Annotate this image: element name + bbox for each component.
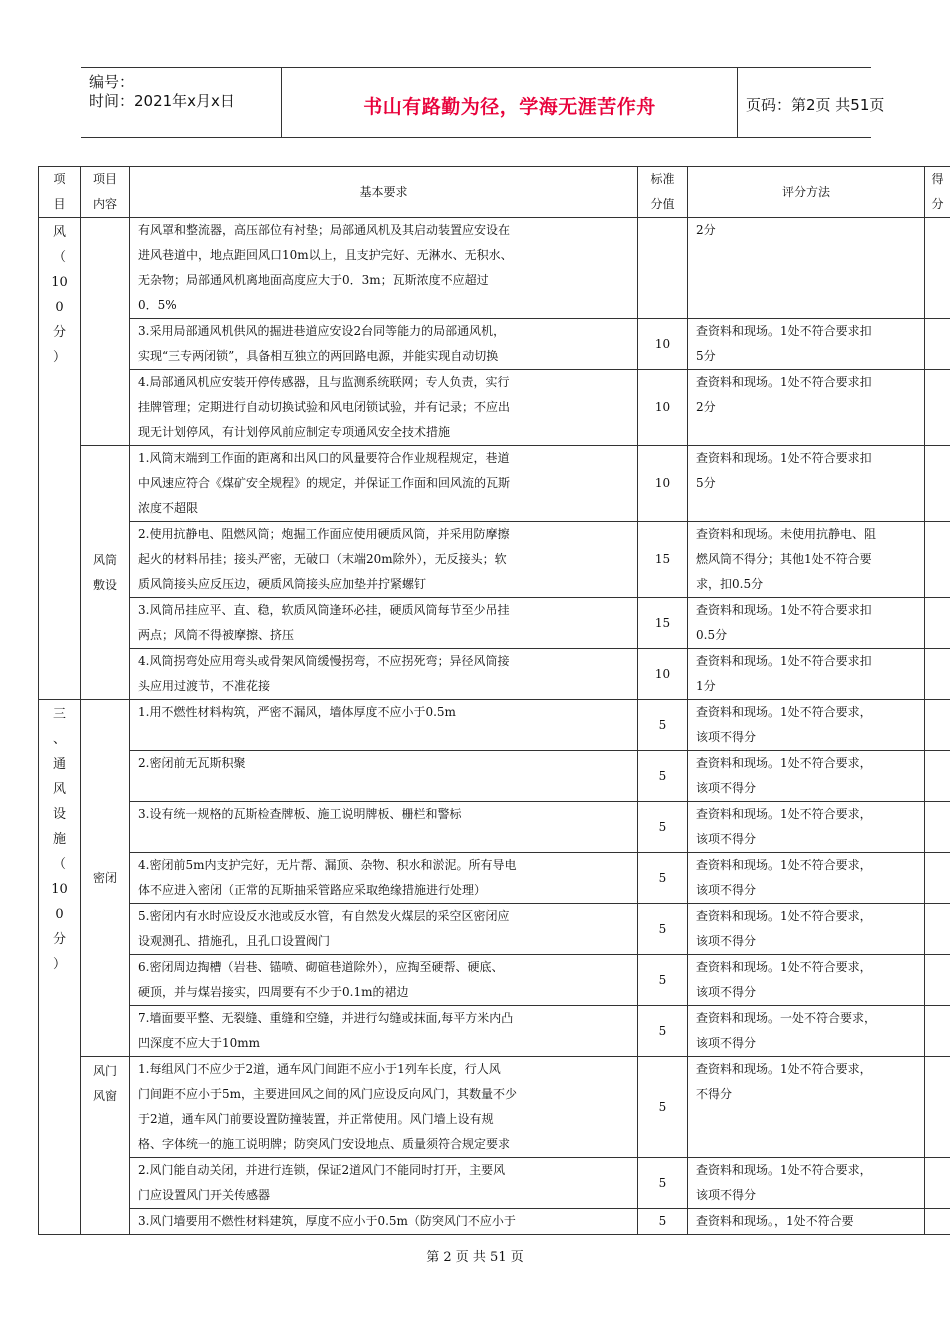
method-cell: 查资料和现场。1处不符合要求扣 5分 <box>688 319 925 370</box>
group-door-cell: 风门 风窗 <box>81 1057 130 1235</box>
score-cell: 5 <box>638 1158 688 1209</box>
requirement-cell: 4.风筒拐弯处应用弯头或骨架风筒缓慢拐弯，不应拐死弯；异径风筒接 头应用过渡节，不准花接 <box>130 649 638 700</box>
requirement-cell: 5.密闭内有水时应设反水池或反水管，有自然发火煤层的采空区密闭应 设观测孔、措施孔，且孔口设置阀门 <box>130 904 638 955</box>
got-cell <box>925 802 950 853</box>
method-cell: 查资料和现场。1处不符合要求扣 1分 <box>688 649 925 700</box>
page-footer: 第 2 页 共 51 页 <box>426 1250 524 1265</box>
col-got-header: 得 分 <box>925 167 950 218</box>
got-cell <box>925 218 950 319</box>
table-header-row <box>39 167 950 218</box>
requirement-cell: 1.用不燃性材料构筑，严密不漏风，墙体厚度不应小于0.5m <box>130 700 638 751</box>
score-cell: 5 <box>638 904 688 955</box>
table-row <box>39 649 950 700</box>
number-label: 编号： <box>89 73 135 91</box>
score-cell: 5 <box>638 1006 688 1057</box>
group-fan-cell <box>81 218 130 446</box>
got-cell <box>925 649 950 700</box>
got-cell <box>925 700 950 751</box>
requirement-cell: 4.密闭前5m内支护完好，无片帮、漏顶、杂物、积水和淤泥。所有导电 体不应进入密闭（正常的瓦斯抽采管路应采取绝缘措施进行处理） <box>130 853 638 904</box>
col-item-header: 项 目 <box>39 167 81 218</box>
got-cell <box>925 1057 950 1158</box>
table-row <box>39 522 950 598</box>
got-cell <box>925 955 950 1006</box>
score-cell <box>638 218 688 319</box>
score-cell: 10 <box>638 649 688 700</box>
got-cell <box>925 904 950 955</box>
header-right-cell <box>736 68 885 137</box>
score-cell: 10 <box>638 319 688 370</box>
requirement-cell: 2.密闭前无瓦斯积聚 <box>130 751 638 802</box>
page-label: 页码：第2页 共51页 <box>746 96 885 114</box>
method-cell: 查资料和现场。1处不符合要求， 该项不得分 <box>688 955 925 1006</box>
score-cell: 5 <box>638 955 688 1006</box>
method-cell: 查资料和现场。1处不符合要求， 该项不得分 <box>688 904 925 955</box>
method-cell: 查资料和现场。1处不符合要求， 该项不得分 <box>688 1158 925 1209</box>
got-cell <box>925 1158 950 1209</box>
score-cell: 5 <box>638 853 688 904</box>
table-row <box>39 904 950 955</box>
got-cell <box>925 1006 950 1057</box>
requirement-cell: 有风罩和整流器，高压部位有衬垫；局部通风机及其启动装置应安设在 进风巷道中，地点距回风口10m以上，且支护完好、无淋水、无积水、 无杂物；局部通风机离地面高度应大于0．3m；瓦斯浓度不应超过 0．5% <box>130 218 638 319</box>
method-cell: 查资料和现场。1处不符合要求， 该项不得分 <box>688 802 925 853</box>
section-ventilation-cell: 三 、 通 风 设 施 （ 10 0 分 ） <box>39 700 81 1235</box>
got-cell <box>925 370 950 446</box>
method-cell: 查资料和现场。1处不符合要求扣 0.5分 <box>688 598 925 649</box>
got-cell <box>925 319 950 370</box>
table-row <box>39 955 950 1006</box>
got-cell <box>925 853 950 904</box>
table-row <box>39 370 950 446</box>
score-cell: 15 <box>638 598 688 649</box>
section-wind-cell: 风 （ 10 0 分 ） <box>39 218 81 700</box>
requirement-cell: 1.风筒末端到工作面的距离和出风口的风量要符合作业规程规定，巷道 中风速应符合《煤矿安全规程》的规定，并保证工作面和回风流的瓦斯 浓度不超限 <box>130 446 638 522</box>
motto-text: 书山有路勤为径，学海无涯苦作舟 <box>363 96 656 118</box>
requirement-cell: 6.密闭周边掏槽（岩巷、锚喷、砌碹巷道除外），应掏至硬帮、硬底、 硬顶，并与煤岩接实，四周要有不少于0.1m的裙边 <box>130 955 638 1006</box>
score-cell: 15 <box>638 522 688 598</box>
method-cell: 查资料和现场。1处不符合要求， 不得分 <box>688 1057 925 1158</box>
method-cell: 查资料和现场。一处不符合要求， 该项不得分 <box>688 1006 925 1057</box>
col-requirement-header: 基本要求 <box>130 167 638 218</box>
score-cell: 10 <box>638 446 688 522</box>
header-left-cell <box>81 68 281 137</box>
col-score-header: 标准 分值 <box>638 167 688 218</box>
method-cell: 查资料和现场。未使用抗静电、阻 燃风筒不得分；其他1处不符合要 求，扣0.5分 <box>688 522 925 598</box>
requirement-cell: 4.局部通风机应安装开停传感器，且与监测系统联网；专人负责，实行 挂牌管理；定期进行自动切换试验和风电闭锁试验，并有记录；不应出 现无计划停风，有计划停风前应制定专项通风安全技术措施 <box>130 370 638 446</box>
method-cell: 查资料和现场。1处不符合要求， 该项不得分 <box>688 751 925 802</box>
col-content-header: 项目 内容 <box>81 167 130 218</box>
requirement-cell: 2.使用抗静电、阻燃风筒；炮掘工作面应使用硬质风筒，并采用防摩擦 起火的材料吊挂；接头严密，无破口（末端20m除外），无反接头；软 质风筒接头应反压边，硬质风筒接头应加垫并拧紧螺钉 <box>130 522 638 598</box>
requirement-cell: 3.设有统一规格的瓦斯检查牌板、施工说明牌板、栅栏和警标 <box>130 802 638 853</box>
got-cell <box>925 751 950 802</box>
got-cell <box>925 1209 950 1235</box>
table-row <box>39 700 950 751</box>
table-row <box>39 319 950 370</box>
score-cell: 5 <box>638 1209 688 1235</box>
group-seal-cell: 密闭 <box>81 700 130 1057</box>
requirement-cell: 7.墙面要平整、无裂缝、重缝和空缝，并进行勾缝或抹面,每平方米内凸 凹深度不应大于10mm <box>130 1006 638 1057</box>
score-cell: 5 <box>638 700 688 751</box>
score-cell: 10 <box>638 370 688 446</box>
got-cell <box>925 522 950 598</box>
table-row <box>39 1057 950 1158</box>
method-cell: 查资料和现场。1处不符合要求， 该项不得分 <box>688 853 925 904</box>
score-cell: 5 <box>638 802 688 853</box>
requirement-cell: 3.风筒吊挂应平、直、稳，软质风筒逢环必挂，硬质风筒每节至少吊挂 两点；风筒不得被摩擦、挤压 <box>130 598 638 649</box>
group-duct-cell: 风筒 敷设 <box>81 446 130 700</box>
method-cell: 查资料和现场。，1处不符合要 <box>688 1209 925 1235</box>
score-table <box>38 166 950 1235</box>
requirement-cell: 1.每组风门不应少于2道，通车风门间距不应小于1列车长度，行人风 门间距不应小于5m，主要进回风之间的风门应设反向风门，其数量不少 于2道，通车风门前要设置防撞装置，并正常使用。风门墙上设有规 格、字体统一的施工说明牌；防突风门安设地点、质量须符合规定要求 <box>130 1057 638 1158</box>
requirement-cell: 2.风门能自动关闭，并进行连锁，保证2道风门不能同时打开，主要风 门应设置风门开关传感器 <box>130 1158 638 1209</box>
score-cell: 5 <box>638 1057 688 1158</box>
score-cell: 5 <box>638 751 688 802</box>
table-row <box>39 218 950 319</box>
method-cell: 查资料和现场。1处不符合要求， 该项不得分 <box>688 700 925 751</box>
time-label: 时间：2021年x月x日 <box>89 92 235 110</box>
col-method-header: 评分方法 <box>688 167 925 218</box>
table-row <box>39 1006 950 1057</box>
page-header <box>81 67 885 138</box>
table-row <box>39 751 950 802</box>
table-row <box>39 802 950 853</box>
header-center-cell <box>281 68 738 137</box>
got-cell <box>925 598 950 649</box>
method-cell: 查资料和现场。1处不符合要求扣 2分 <box>688 370 925 446</box>
got-cell <box>925 446 950 522</box>
requirement-cell: 3.采用局部通风机供风的掘进巷道应安设2台同等能力的局部通风机， 实现“三专两闭锁”，具备相互独立的两回路电源，并能实现自动切换 <box>130 319 638 370</box>
table-row <box>39 853 950 904</box>
method-cell: 查资料和现场。1处不符合要求扣 5分 <box>688 446 925 522</box>
table-row <box>39 1158 950 1209</box>
method-cell: 2分 <box>688 218 925 319</box>
table-row <box>39 446 950 522</box>
requirement-cell: 3.风门墙要用不燃性材料建筑，厚度不应小于0.5m（防突风门不应小于 <box>130 1209 638 1235</box>
table-row <box>39 1209 950 1235</box>
table-row <box>39 598 950 649</box>
